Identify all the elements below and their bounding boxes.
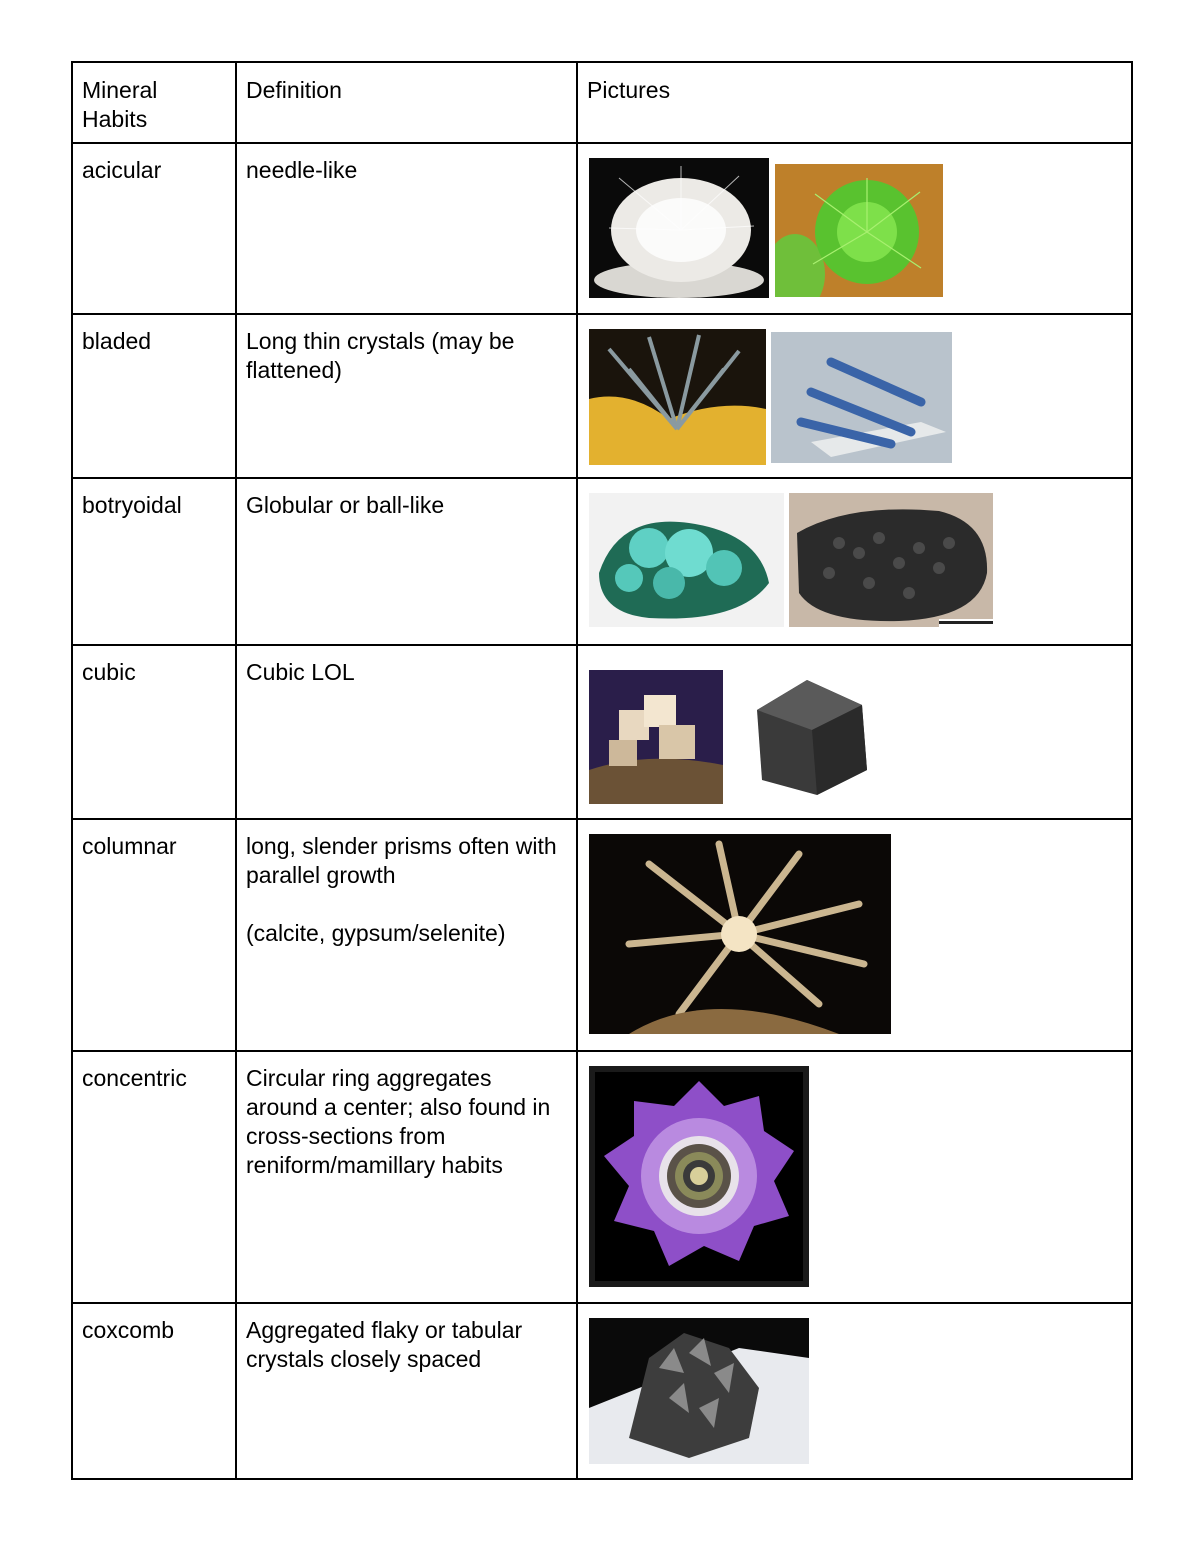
table-row (72, 1051, 1132, 1303)
table-row (72, 645, 1132, 819)
mineral-habits-table (71, 61, 1133, 1480)
table-row (72, 819, 1132, 1051)
botryoidal-teal-photo (589, 493, 784, 627)
pictures-cell (577, 1303, 1132, 1479)
table-row (72, 1303, 1132, 1479)
habit-cell: acicular (72, 143, 236, 314)
table-row (72, 478, 1132, 645)
pictures-cell (577, 819, 1132, 1051)
header-definition: Definition (236, 62, 577, 143)
definition-cell: Circular ring aggregates around a center; also found in cross-sections from reniform/mamillary habits (236, 1051, 577, 1303)
habit-cell: botryoidal (72, 478, 236, 645)
definition-cell: Long thin crystals (may be flattened) (236, 314, 577, 478)
habit-cell: concentric (72, 1051, 236, 1303)
pictures-cell (577, 645, 1132, 819)
definition-cell: Cubic LOL (236, 645, 577, 819)
definition-note: (calcite, gypsum/selenite) (246, 920, 506, 946)
table-row (72, 143, 1132, 314)
definition-cell: Globular or ball-like (236, 478, 577, 645)
pictures-cell (577, 143, 1132, 314)
habit-cell: bladed (72, 314, 236, 478)
pictures-cell (577, 314, 1132, 478)
definition-cell: needle-like (236, 143, 577, 314)
pictures-cell (577, 478, 1132, 645)
definition-cell: Aggregated flaky or tabular crystals closely spaced (236, 1303, 577, 1479)
header-row (72, 62, 1132, 143)
acicular-green-photo (775, 164, 943, 297)
definition-text: long, slender prisms often with parallel growth (246, 833, 557, 888)
header-habit: Mineral Habits (72, 62, 236, 143)
columnar-selenite-photo (589, 834, 891, 1034)
pictures-cell (577, 1051, 1132, 1303)
bladed-blue-photo (771, 332, 952, 463)
acicular-white-photo (589, 158, 769, 298)
cubic-black-photo (737, 670, 877, 804)
header-pictures: Pictures (577, 62, 1132, 143)
botryoidal-black-photo (789, 493, 993, 627)
coxcomb-marcasite-photo (589, 1318, 809, 1464)
habit-cell: coxcomb (72, 1303, 236, 1479)
cubic-halite-photo (589, 670, 723, 804)
bladed-yellow-photo (589, 329, 766, 465)
concentric-amethyst-photo (589, 1066, 809, 1287)
habit-cell: cubic (72, 645, 236, 819)
definition-cell (236, 819, 577, 1051)
table-row (72, 314, 1132, 478)
habit-cell: columnar (72, 819, 236, 1051)
